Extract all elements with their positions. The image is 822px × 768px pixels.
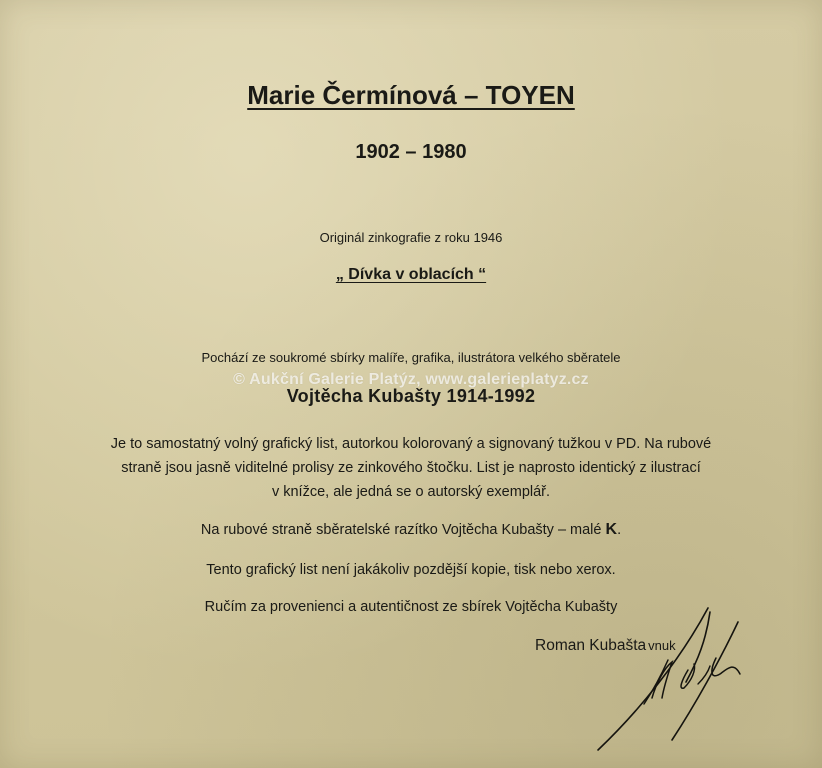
stamp-text: Na rubové straně sběratelské razítko Vojtěcha Kubašty – malé <box>200 522 606 538</box>
signer-role: vnuk <box>648 638 676 653</box>
work-title: „ Dívka v oblacích “ <box>335 266 487 283</box>
description-paragraph <box>0 432 822 504</box>
original-note: Originál zinkografie z roku 1946 <box>319 230 503 245</box>
handwritten-signature <box>560 600 760 760</box>
stamp-end: . <box>617 522 622 538</box>
signer-name: Roman Kubašta <box>535 637 647 654</box>
guarantee-statement: Ručím za provenienci a autentičnost ze sbírek Vojtěcha Kubašty <box>204 599 618 615</box>
not-copy-statement: Tento grafický list není jakákoliv pozdější kopie, tisk nebo xerox. <box>206 562 616 578</box>
document-title: Marie Čermínová – TOYEN <box>247 80 575 110</box>
provenance-text: Pochází ze soukromé sbírky malíře, grafika, ilustrátora velkého sběratele <box>201 350 621 365</box>
stamp-letter: K <box>605 521 618 538</box>
description-line: Je to samostatný volný grafický list, autorkou kolorovaný a signovaný tužkou v PD. Na rubové <box>110 436 712 452</box>
watermark: © Aukční Galerie Platýz, www.galerieplatyz.cz <box>233 371 589 388</box>
collector-name: Vojtěcha Kubašty 1914-1992 <box>286 386 536 406</box>
stamp-note <box>0 521 822 539</box>
artist-years: 1902 – 1980 <box>355 141 467 163</box>
description-line: straně jsou jasně viditelné prolisy ze zinkového štočku. List je naprosto identický z ilustrací <box>121 460 701 476</box>
description-line: v knížce, ale jedná se o autorský exemplář. <box>271 484 551 500</box>
